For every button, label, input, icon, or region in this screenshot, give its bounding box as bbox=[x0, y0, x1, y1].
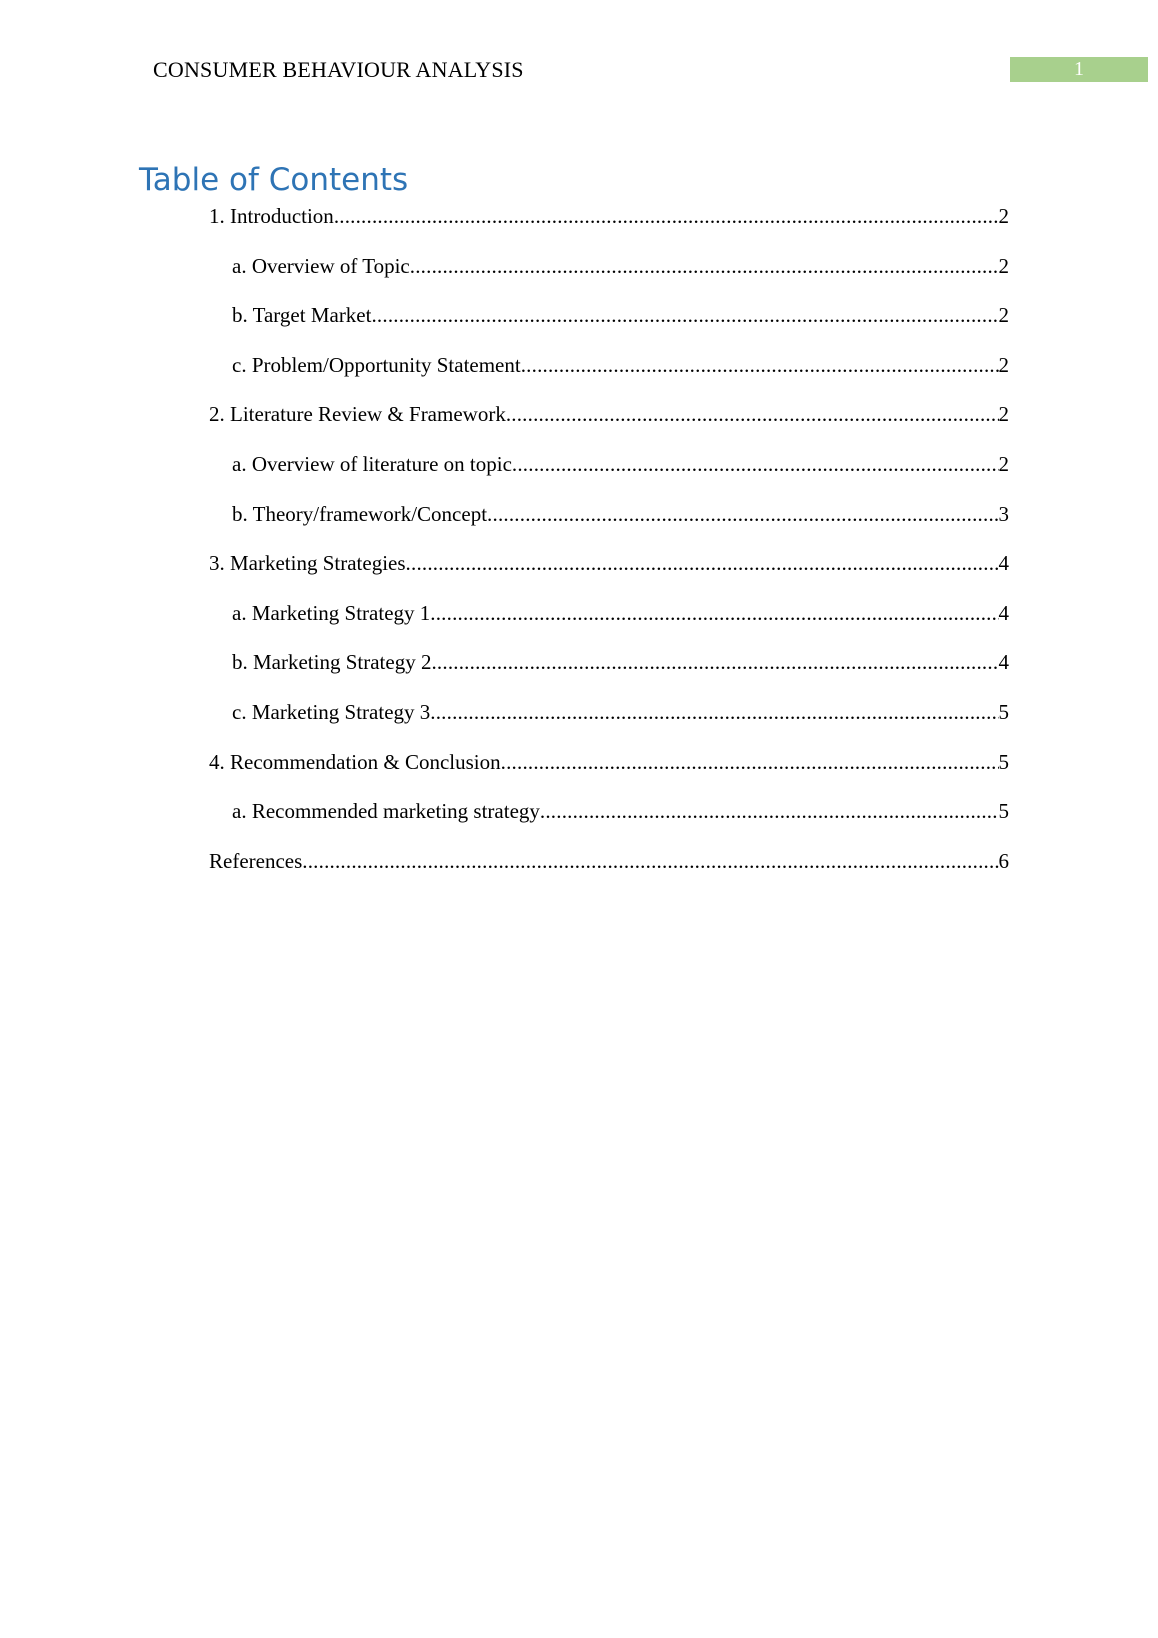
toc-dot-leader bbox=[512, 449, 999, 479]
toc-entry-overview-of-topic[interactable] bbox=[0, 251, 1158, 301]
toc-entry-label: c. Problem/Opportunity Statement bbox=[232, 352, 521, 377]
toc-entry-recommended-strategy[interactable] bbox=[0, 796, 1158, 846]
toc-dot-leader bbox=[430, 697, 998, 727]
toc-entry-references[interactable] bbox=[0, 846, 1158, 896]
toc-entry-overview-of-literature[interactable] bbox=[0, 449, 1158, 499]
toc-entry-label: b. Theory/framework/Concept bbox=[232, 501, 488, 526]
toc-entry-page: 4 bbox=[998, 650, 1009, 675]
toc-heading: Table of Contents bbox=[139, 162, 409, 198]
toc-entry-theory-framework[interactable] bbox=[0, 499, 1158, 549]
toc-entry-marketing-strategy-1[interactable] bbox=[0, 598, 1158, 648]
toc-entry-label: a. Recommended marketing strategy bbox=[232, 799, 540, 824]
toc-dot-leader bbox=[501, 747, 999, 777]
toc-entry-page: 4 bbox=[998, 551, 1009, 576]
toc-entry-label: a. Overview of Topic bbox=[232, 253, 410, 278]
toc-entry-page: 2 bbox=[998, 204, 1009, 228]
toc-entry-page: 3 bbox=[998, 501, 1009, 526]
toc-dot-leader bbox=[506, 399, 999, 429]
toc-entry-marketing-strategies[interactable] bbox=[0, 548, 1158, 598]
toc-entry-label: b. Marketing Strategy 2 bbox=[232, 650, 432, 675]
toc-entry-page: 2 bbox=[998, 253, 1009, 278]
page-header bbox=[0, 0, 1158, 120]
toc-entry-label: b. Target Market bbox=[232, 303, 372, 328]
toc-entry-label: 1. Introduction bbox=[209, 204, 334, 228]
toc-entry-marketing-strategy-2[interactable] bbox=[0, 647, 1158, 697]
toc-entry-page: 2 bbox=[998, 402, 1009, 427]
table-of-contents bbox=[0, 201, 1158, 895]
toc-entry-page: 5 bbox=[998, 699, 1009, 724]
toc-entry-page: 6 bbox=[998, 848, 1009, 873]
toc-entry-label: a. Overview of literature on topic bbox=[232, 451, 512, 476]
toc-entry-page: 2 bbox=[998, 303, 1009, 328]
toc-dot-leader bbox=[540, 796, 999, 826]
toc-dot-leader bbox=[371, 300, 998, 330]
toc-entry-page: 5 bbox=[998, 799, 1009, 824]
toc-entry-label: 4. Recommendation & Conclusion bbox=[209, 749, 501, 774]
toc-dot-leader bbox=[430, 598, 998, 628]
toc-entry-marketing-strategy-3[interactable] bbox=[0, 697, 1158, 747]
toc-entry-label: 3. Marketing Strategies bbox=[209, 551, 406, 576]
toc-dot-leader bbox=[431, 647, 998, 677]
toc-entry-page: 5 bbox=[998, 749, 1009, 774]
toc-entry-label: a. Marketing Strategy 1 bbox=[232, 600, 431, 625]
toc-dot-leader bbox=[487, 499, 998, 529]
toc-entry-label: c. Marketing Strategy 3 bbox=[232, 699, 431, 724]
toc-entry-recommendation-conclusion[interactable] bbox=[0, 747, 1158, 797]
toc-entry-literature-review[interactable] bbox=[0, 399, 1158, 449]
toc-entry-page: 2 bbox=[998, 451, 1009, 476]
toc-entry-label: 2. Literature Review & Framework bbox=[209, 402, 506, 427]
toc-dot-leader bbox=[334, 201, 999, 231]
toc-entry-label: References bbox=[209, 848, 303, 873]
toc-dot-leader bbox=[410, 251, 999, 281]
toc-entry-page: 2 bbox=[998, 352, 1009, 377]
toc-dot-leader bbox=[302, 846, 998, 876]
toc-entry-problem-opportunity[interactable] bbox=[0, 350, 1158, 400]
toc-entry-target-market[interactable] bbox=[0, 300, 1158, 350]
toc-dot-leader bbox=[521, 350, 999, 380]
document-running-title: CONSUMER BEHAVIOUR ANALYSIS bbox=[153, 57, 524, 82]
toc-entry-page: 4 bbox=[998, 600, 1009, 625]
toc-entry-introduction[interactable] bbox=[0, 201, 1158, 251]
page-number-badge bbox=[1010, 57, 1148, 82]
page-number: 1 bbox=[1074, 58, 1084, 80]
toc-dot-leader bbox=[406, 548, 999, 578]
